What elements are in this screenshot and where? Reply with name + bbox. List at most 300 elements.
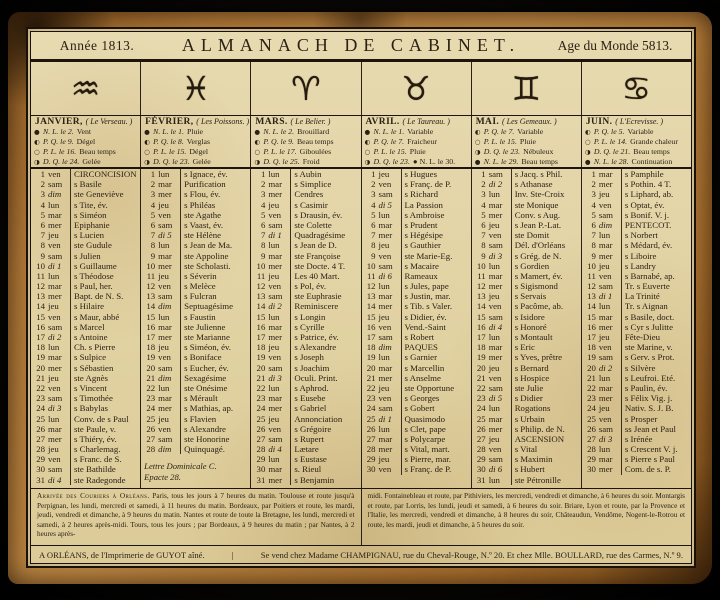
weekday-abbr: sam	[378, 403, 393, 414]
aries-icon: ♈	[291, 69, 321, 108]
saint-name: s Pol, év.	[290, 281, 360, 291]
weekday-abbr: mer	[598, 250, 613, 261]
weekday-abbr: di 1	[268, 230, 282, 241]
day-row	[251, 393, 360, 403]
weekday-abbr: mer	[268, 403, 283, 414]
saint-name: s Tite, év.	[70, 200, 140, 210]
day-number: 8	[591, 240, 596, 251]
saint-name: s Faustin	[180, 312, 250, 322]
day-number: 11	[36, 270, 45, 281]
day-number: 12	[146, 281, 156, 292]
day-number: 24	[476, 403, 486, 414]
weekday-abbr: ven	[48, 382, 61, 393]
day-row	[362, 251, 471, 261]
day-row	[472, 424, 581, 434]
saint-name: s Paulin, év.	[621, 383, 691, 393]
month-header-taurus	[361, 116, 471, 167]
saint-name: s Siméon, év.	[180, 342, 250, 352]
day-row	[31, 464, 140, 474]
day-number: 7	[591, 230, 596, 241]
weekday-abbr: lun	[48, 270, 60, 281]
day-number: 16	[366, 321, 376, 332]
moon-phase-row	[362, 137, 471, 147]
moon-phase-weather: Grande chaleur	[630, 137, 678, 146]
moon-phase-label: N. L. le 28.	[593, 157, 629, 166]
weekday-abbr: jeu	[48, 230, 59, 241]
day-row	[141, 414, 250, 424]
day-row	[141, 169, 250, 179]
saint-name: ste Euphrasie	[290, 291, 360, 301]
saint-name: s Théodose	[70, 271, 140, 281]
day-number: 22	[587, 382, 596, 393]
weekday-abbr: mar	[268, 179, 283, 190]
saint-name: s Hubert	[511, 464, 581, 474]
weekday-abbr: mar	[598, 311, 613, 322]
saint-name: ste Françoise	[290, 251, 360, 261]
moon-phase-weather: Verglas	[186, 137, 211, 146]
day-row	[141, 342, 250, 352]
day-number: 3	[260, 189, 266, 200]
day-row	[251, 189, 360, 199]
weekday-abbr: lun	[158, 240, 170, 251]
day-row	[472, 169, 581, 179]
weekday-abbr: jeu	[268, 342, 280, 353]
month-headers-band	[31, 115, 691, 168]
weekday-abbr: lun	[268, 169, 280, 179]
day-number: 27	[146, 433, 156, 444]
moon-phase-row	[582, 127, 691, 137]
saint-name: s Benjamin	[290, 475, 360, 485]
weekday-abbr: ven	[48, 454, 61, 465]
day-row	[582, 189, 691, 199]
saint-name: s Ignace, év.	[180, 169, 250, 179]
day-row	[141, 220, 250, 230]
saint-name: s Drausin, év.	[290, 210, 360, 220]
weekday-abbr: di 5	[488, 393, 503, 404]
moon-phase-label: P. L. le 14.	[593, 137, 628, 146]
day-number: 4	[371, 199, 376, 210]
day-number: 5	[481, 209, 486, 220]
moon-phase-row	[472, 157, 581, 167]
moon-phase-weather: Gelée	[82, 157, 101, 166]
moon-phase-label: N. L. le 1.	[373, 127, 405, 136]
saint-name: s Urbain	[511, 414, 581, 424]
day-number: 27	[36, 433, 45, 444]
saint-name: s Flavien	[180, 414, 250, 424]
day-number: 28	[36, 444, 45, 455]
day-row	[472, 434, 581, 444]
day-number: 19	[36, 352, 45, 363]
day-number: 16	[476, 321, 486, 332]
saint-name: s Didier, év.	[401, 312, 471, 322]
moon-phase-row	[141, 127, 250, 137]
zodiac-label: ( Les Gemeaux. )	[501, 117, 557, 126]
weekday-abbr: di 1	[378, 413, 392, 424]
day-row	[362, 383, 471, 393]
weekday-abbr: sam	[48, 179, 63, 190]
saint-name: s Pacôme, ab.	[511, 301, 581, 311]
imprint-divider: |	[231, 549, 234, 560]
day-row	[582, 403, 691, 413]
saint-name: s Franc. de S.	[70, 454, 140, 464]
weekday-abbr: mar	[378, 291, 393, 302]
saint-name: s. Rieul	[290, 464, 360, 474]
day-number: 9	[371, 250, 376, 261]
day-row	[31, 200, 140, 210]
saint-name: ASCENSION	[511, 434, 581, 444]
day-number: 25	[36, 413, 45, 424]
weekday-abbr: mer	[158, 260, 172, 271]
day-row	[31, 210, 140, 220]
day-row	[362, 414, 471, 424]
moon-phase-icon: ●	[254, 128, 261, 136]
weekday-abbr: ven	[158, 209, 171, 220]
day-number: 17	[476, 332, 486, 342]
day-row	[362, 312, 471, 322]
day-number: 30	[36, 464, 45, 475]
day-row	[362, 454, 471, 464]
day-number: 20	[146, 362, 156, 373]
day-number: 12	[36, 281, 45, 292]
day-number: 30	[587, 464, 596, 475]
saint-name: s Basile	[70, 179, 140, 189]
moon-phase-weather: ● N. L. le 30.	[412, 157, 456, 166]
saint-name: s Sébastien	[70, 363, 140, 373]
day-row	[582, 271, 691, 281]
day-number: 23	[366, 393, 376, 404]
moon-phase-row	[141, 137, 250, 147]
day-row	[582, 179, 691, 189]
day-row	[472, 179, 581, 189]
day-row	[362, 352, 471, 362]
day-number: 17	[36, 332, 45, 342]
moon-phase-row	[251, 137, 360, 147]
day-row	[362, 444, 471, 454]
weekday-abbr: di 6	[488, 464, 503, 475]
day-number: 20	[256, 362, 266, 373]
day-row	[251, 230, 360, 240]
weekday-abbr: mer	[488, 209, 503, 220]
moon-phase-row	[31, 147, 140, 157]
day-number: 1	[40, 169, 45, 179]
saint-name: s Jean P.-Lat.	[511, 220, 581, 230]
day-row	[31, 414, 140, 424]
weekday-abbr: sam	[598, 423, 614, 434]
saint-name: ste Marianne	[180, 332, 250, 342]
day-number: 14	[256, 301, 266, 312]
saint-name: s Aphrod.	[290, 383, 360, 393]
moon-phase-icon: ◐	[474, 128, 481, 136]
day-row	[141, 373, 250, 383]
weekday-abbr: mer	[48, 433, 62, 444]
couriers-band	[31, 488, 691, 545]
day-row	[251, 301, 360, 311]
weekday-abbr: di 3	[488, 250, 503, 261]
couriers-body-right: midi. Fontainebleau et route, par Pithiviers, les mercredi, vendredi et dimanche, à 6 heures du soir. Montargis et route, par Lorris, les lundi, jeudi et samedi, à 6 heures du soir. Briare, Lyon et route, par la Provence et l'Italie, les mercredi, vendredi et dimanche, à 8 heures du soir, Châteaudun, Vendôme, Nogent-le-Rotrou et route, les mardi, jeudi et dimanche, à 5 heures du soir.	[367, 492, 685, 529]
day-number: 21	[587, 372, 596, 383]
moon-phase-label: P. Q. le 7.	[373, 137, 405, 146]
day-row	[31, 240, 140, 250]
day-row	[362, 271, 471, 281]
day-row	[31, 271, 140, 281]
saint-name: Tr. s Euverte	[621, 281, 691, 291]
day-number: 19	[587, 352, 596, 363]
saint-name: s Guillaume	[70, 261, 140, 271]
day-number: 29	[36, 454, 45, 465]
day-number: 22	[36, 382, 45, 393]
day-number: 10	[36, 260, 45, 271]
weekday-abbr: dim	[48, 189, 62, 200]
weekday-abbr: sam	[158, 362, 173, 373]
day-row	[31, 434, 140, 444]
weekday-abbr: sam	[488, 382, 503, 393]
saint-name: s Maur, abbé	[70, 312, 140, 322]
day-row	[582, 393, 691, 403]
saint-name: s Babylas	[70, 403, 140, 413]
moon-phase-weather: Continuation	[631, 157, 673, 166]
weekday-abbr: sam	[378, 189, 393, 200]
weekday-abbr: mar	[378, 362, 393, 373]
day-number: 2	[150, 179, 156, 190]
saint-name: s Félix Vig. j.	[621, 393, 691, 403]
saint-name: s Gerv. s Prot.	[621, 352, 691, 362]
day-number: 5	[150, 209, 156, 220]
day-number: 14	[146, 301, 156, 312]
saint-name: s Charlemag.	[70, 444, 140, 454]
moon-phase-label: D. Q. le 23.	[373, 157, 410, 166]
day-row	[141, 210, 250, 220]
day-number: 21	[366, 372, 376, 383]
saint-name: Conv. de s Paul	[70, 414, 140, 424]
engraving-taurus	[361, 62, 471, 115]
weekday-abbr: ven	[268, 423, 282, 434]
weekday-abbr: mer	[158, 332, 172, 342]
saint-name: s Gobert	[401, 403, 471, 413]
imprint-line	[31, 545, 691, 563]
moon-phase-weather: Giboulées	[299, 147, 332, 156]
saint-name: Rameaux	[401, 271, 471, 281]
weekday-abbr: dim	[598, 219, 613, 230]
day-row	[582, 424, 691, 434]
day-row	[582, 301, 691, 311]
weekday-abbr: ven	[268, 209, 282, 220]
day-number: 25	[146, 413, 156, 424]
weekday-abbr: jeu	[598, 260, 610, 271]
weekday-abbr: mer	[378, 444, 393, 455]
moon-phase-weather: Beau temps	[296, 137, 334, 146]
day-number: 1	[371, 169, 376, 179]
weekday-abbr: lun	[598, 301, 611, 312]
day-number: 13	[476, 291, 486, 302]
weekday-abbr: mar	[158, 250, 172, 261]
moon-phase-label: P. L. le 15.	[483, 137, 517, 146]
moon-phase-weather: Beau temps	[79, 147, 116, 156]
weekday-abbr: ven	[378, 179, 392, 190]
saint-name: La Trinité	[621, 291, 691, 301]
weekday-abbr: lun	[158, 382, 170, 393]
day-number: 4	[591, 199, 596, 210]
weekday-abbr: ven	[598, 199, 612, 210]
saint-name: ste Honorine	[180, 434, 250, 444]
day-row	[141, 393, 250, 403]
day-number: 6	[260, 219, 266, 230]
saint-name: s Séverin	[180, 271, 250, 281]
day-row	[582, 291, 691, 301]
weekday-abbr: mer	[268, 260, 283, 271]
saint-name: s Macaire	[401, 261, 471, 271]
dominical-letter-note	[141, 461, 250, 483]
moon-phase-label: D. Q. le 25.	[263, 157, 300, 166]
day-number: 5	[591, 209, 596, 220]
moon-phase-icon: ◑	[144, 158, 150, 166]
day-row	[31, 301, 140, 311]
day-number: 13	[256, 291, 266, 302]
moon-phase-label: P. L. le 16.	[43, 147, 77, 156]
weekday-abbr: ven	[488, 230, 502, 241]
day-row	[472, 261, 581, 271]
day-number: 15	[36, 311, 45, 322]
day-number: 9	[591, 250, 596, 261]
saint-name: Quadragésime	[290, 230, 360, 240]
note-line: Epacte 28.	[144, 472, 181, 483]
weekday-abbr: jeu	[158, 413, 169, 424]
weekday-abbr: mar	[268, 393, 283, 404]
saint-name: s Pierre s Paul	[621, 454, 691, 464]
month-title: MAI. ( Les Gemeaux. )	[475, 117, 557, 127]
day-row	[582, 332, 691, 342]
weekday-abbr: lun	[488, 189, 500, 200]
day-row	[31, 281, 140, 291]
day-row	[141, 251, 250, 261]
saint-name: Lætare	[290, 444, 360, 454]
day-row	[582, 414, 691, 424]
saint-name: s Ambroise	[401, 210, 471, 220]
weekday-abbr: mar	[378, 433, 393, 444]
saint-name: s Alexandre	[290, 342, 360, 352]
moon-phase-icon: ●	[474, 158, 481, 166]
day-row	[251, 414, 360, 424]
weekday-abbr: lun	[48, 342, 60, 353]
day-row	[362, 240, 471, 250]
day-row	[362, 424, 471, 434]
day-number: 6	[371, 219, 376, 230]
day-row	[31, 251, 140, 261]
day-number: 23	[256, 393, 266, 404]
month-header-cancer	[581, 116, 691, 167]
saint-name: ste Pétronille	[511, 475, 581, 485]
day-row	[362, 200, 471, 210]
day-number: 16	[146, 321, 156, 332]
day-number: 7	[260, 230, 266, 241]
day-number: 20	[366, 362, 376, 373]
day-row	[31, 444, 140, 454]
weekday-abbr: mar	[268, 321, 283, 332]
saint-name: s Pierre, mar.	[401, 454, 471, 464]
weekday-abbr: mer	[48, 362, 62, 373]
day-number: 4	[150, 199, 156, 210]
weekday-abbr: di 2	[48, 332, 62, 342]
weekday-abbr: jeu	[48, 372, 59, 383]
moon-phase-icon: ◑	[474, 148, 481, 156]
weekday-abbr: sam	[48, 464, 63, 475]
moon-phase-label: N. L. le 2.	[43, 127, 74, 136]
saint-name: s Philip. de N.	[511, 424, 581, 434]
saint-name: Reminiscere	[290, 301, 360, 311]
moon-phase-row	[582, 147, 691, 157]
weekday-abbr: di 3	[268, 372, 282, 383]
moon-phase-label: N. L. le 29.	[483, 157, 519, 166]
moon-phase-icon: ◐	[584, 128, 591, 136]
saint-name: Quasimodo	[401, 414, 471, 424]
couriers-text-right	[361, 489, 692, 545]
day-number: 19	[476, 352, 486, 363]
weekday-abbr: mar	[48, 209, 62, 220]
saint-name: s Gauthier	[401, 240, 471, 250]
day-row	[141, 444, 250, 454]
day-number: 15	[366, 311, 376, 322]
day-number: 9	[481, 250, 486, 261]
day-number: 2	[371, 179, 376, 190]
day-number: 22	[476, 382, 486, 393]
day-row	[362, 393, 471, 403]
day-number: 28	[366, 444, 376, 455]
weekday-abbr: di 2	[488, 179, 503, 190]
moon-phase-label: N. L. le 1.	[153, 127, 184, 136]
day-number: 14	[366, 301, 376, 312]
saint-name: ste Geneviève	[70, 189, 140, 199]
saint-name: s Vital	[511, 444, 581, 454]
weekday-abbr: mar	[48, 423, 62, 434]
day-row	[362, 301, 471, 311]
saint-name: s Patrice, év.	[290, 332, 360, 342]
saint-name: ste Radegonde	[70, 475, 140, 485]
day-row	[31, 403, 140, 413]
moon-phase-row	[362, 157, 471, 167]
day-row	[582, 312, 691, 322]
zodiac-label: ( Les Poissons. )	[196, 117, 250, 126]
weekday-abbr: lun	[268, 454, 280, 465]
weekday-abbr: ven	[488, 301, 502, 312]
taurus-icon: ♉	[401, 69, 431, 108]
moon-phase-icon: ○	[144, 148, 150, 156]
saint-name: s Franç. de P.	[401, 464, 471, 474]
engraving-cancer	[581, 62, 691, 115]
saint-name: ste Scholasti.	[180, 261, 250, 271]
day-row	[141, 179, 250, 189]
weekday-abbr: mer	[598, 393, 613, 404]
saint-name: s Vital, mart.	[401, 444, 471, 454]
weekday-abbr: mer	[268, 332, 283, 342]
day-number: 13	[366, 291, 376, 302]
day-number: 27	[476, 433, 486, 444]
saint-name: s Norbert	[621, 230, 691, 240]
saint-name: s Irénée	[621, 434, 691, 444]
day-number: 15	[587, 311, 596, 322]
saint-name: Septuagésime	[180, 301, 250, 311]
day-row	[141, 291, 250, 301]
day-number: 21	[36, 372, 45, 383]
weekday-abbr: mer	[48, 291, 62, 302]
saint-name: Quinquagé.	[180, 444, 250, 454]
day-number: 23	[476, 393, 486, 404]
saint-name: s Grégoire	[290, 424, 360, 434]
day-number: 24	[146, 403, 156, 414]
month-days-aries	[250, 169, 360, 488]
day-row	[251, 475, 360, 485]
weekday-abbr: jeu	[48, 301, 59, 312]
moon-phase-row	[31, 127, 140, 137]
weekday-abbr: mar	[598, 454, 613, 465]
